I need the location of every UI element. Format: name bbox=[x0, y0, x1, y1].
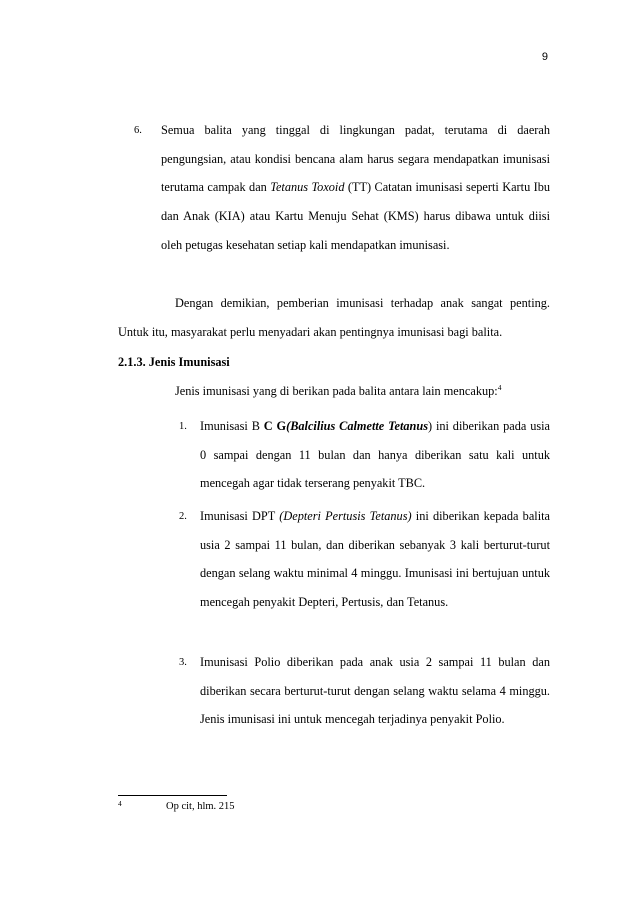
list-number: 2. bbox=[179, 511, 187, 522]
page-number: 9 bbox=[541, 51, 548, 63]
list-item-6 bbox=[134, 116, 550, 260]
footnote-mark: 4 bbox=[118, 799, 122, 808]
section-heading: 2.1.3. Jenis Imunisasi bbox=[118, 355, 230, 369]
footnote-text: Op cit, hlm. 215 bbox=[166, 801, 235, 812]
list-item-3 bbox=[179, 648, 550, 734]
list-item-text: Imunisasi Polio diberikan pada anak usia 2 sampai 11 bulan dan diberikan secara berturut-turut dengan selang waktu selama 4 minggu. Jenis imunisasi ini untuk mencegah terjadinya penyakit Polio. bbox=[200, 655, 550, 727]
list-item-text: Imunisasi DPT (Depteri Pertusis Tetanus) ini diberikan kepada balita usia 2 sampai 11 bulan, dan diberikan sebanyak 3 kali berturut-turut dengan selang waktu minimal 4 minggu. Imunisasi ini bertujuan untuk mencegah penyakit Depteri, Pertusis, dan Tetanus. bbox=[200, 509, 550, 610]
list-number: 3. bbox=[179, 657, 187, 668]
footnote-rule bbox=[118, 795, 227, 796]
section-intro: Jenis imunisasi yang di berikan pada balita antara lain mencakup:$^4$ bbox=[175, 383, 502, 398]
conclusion-paragraph: Dengan demikian, pemberian imunisasi terhadap anak sangat penting. Untuk itu, masyarakat perlu menyadari akan pentingnya imunisasi bagi balita. bbox=[118, 296, 550, 339]
list-item-text: Semua balita yang tinggal di lingkungan padat, terutama di daerah pengungsian, atau kondisi bencana alam harus segara mendapatkan imunisasi terutama campak dan Tetanus Toxoid (TT) Catatan imunisasi seperti Kartu Ibu dan Anak (KIA) atau Kartu Menuju Sehat (KMS) harus dibawa untuk diisi oleh petugas kesehatan setiap kali mendapatkan imunisasi. bbox=[161, 123, 551, 252]
list-number: 6. bbox=[134, 125, 142, 136]
list-item-1 bbox=[179, 412, 550, 498]
list-item-text: Imunisasi B C G(Balcilius Calmette Tetanus) ini diberikan pada usia 0 sampai dengan 11 bulan dan hanya diberikan satu kali untuk mencegah agar tidak terserang penyakit TBC. bbox=[200, 419, 550, 491]
list-number: 1. bbox=[179, 421, 187, 432]
footnote-reference: 4 bbox=[497, 383, 502, 392]
list-item-2 bbox=[179, 502, 550, 617]
